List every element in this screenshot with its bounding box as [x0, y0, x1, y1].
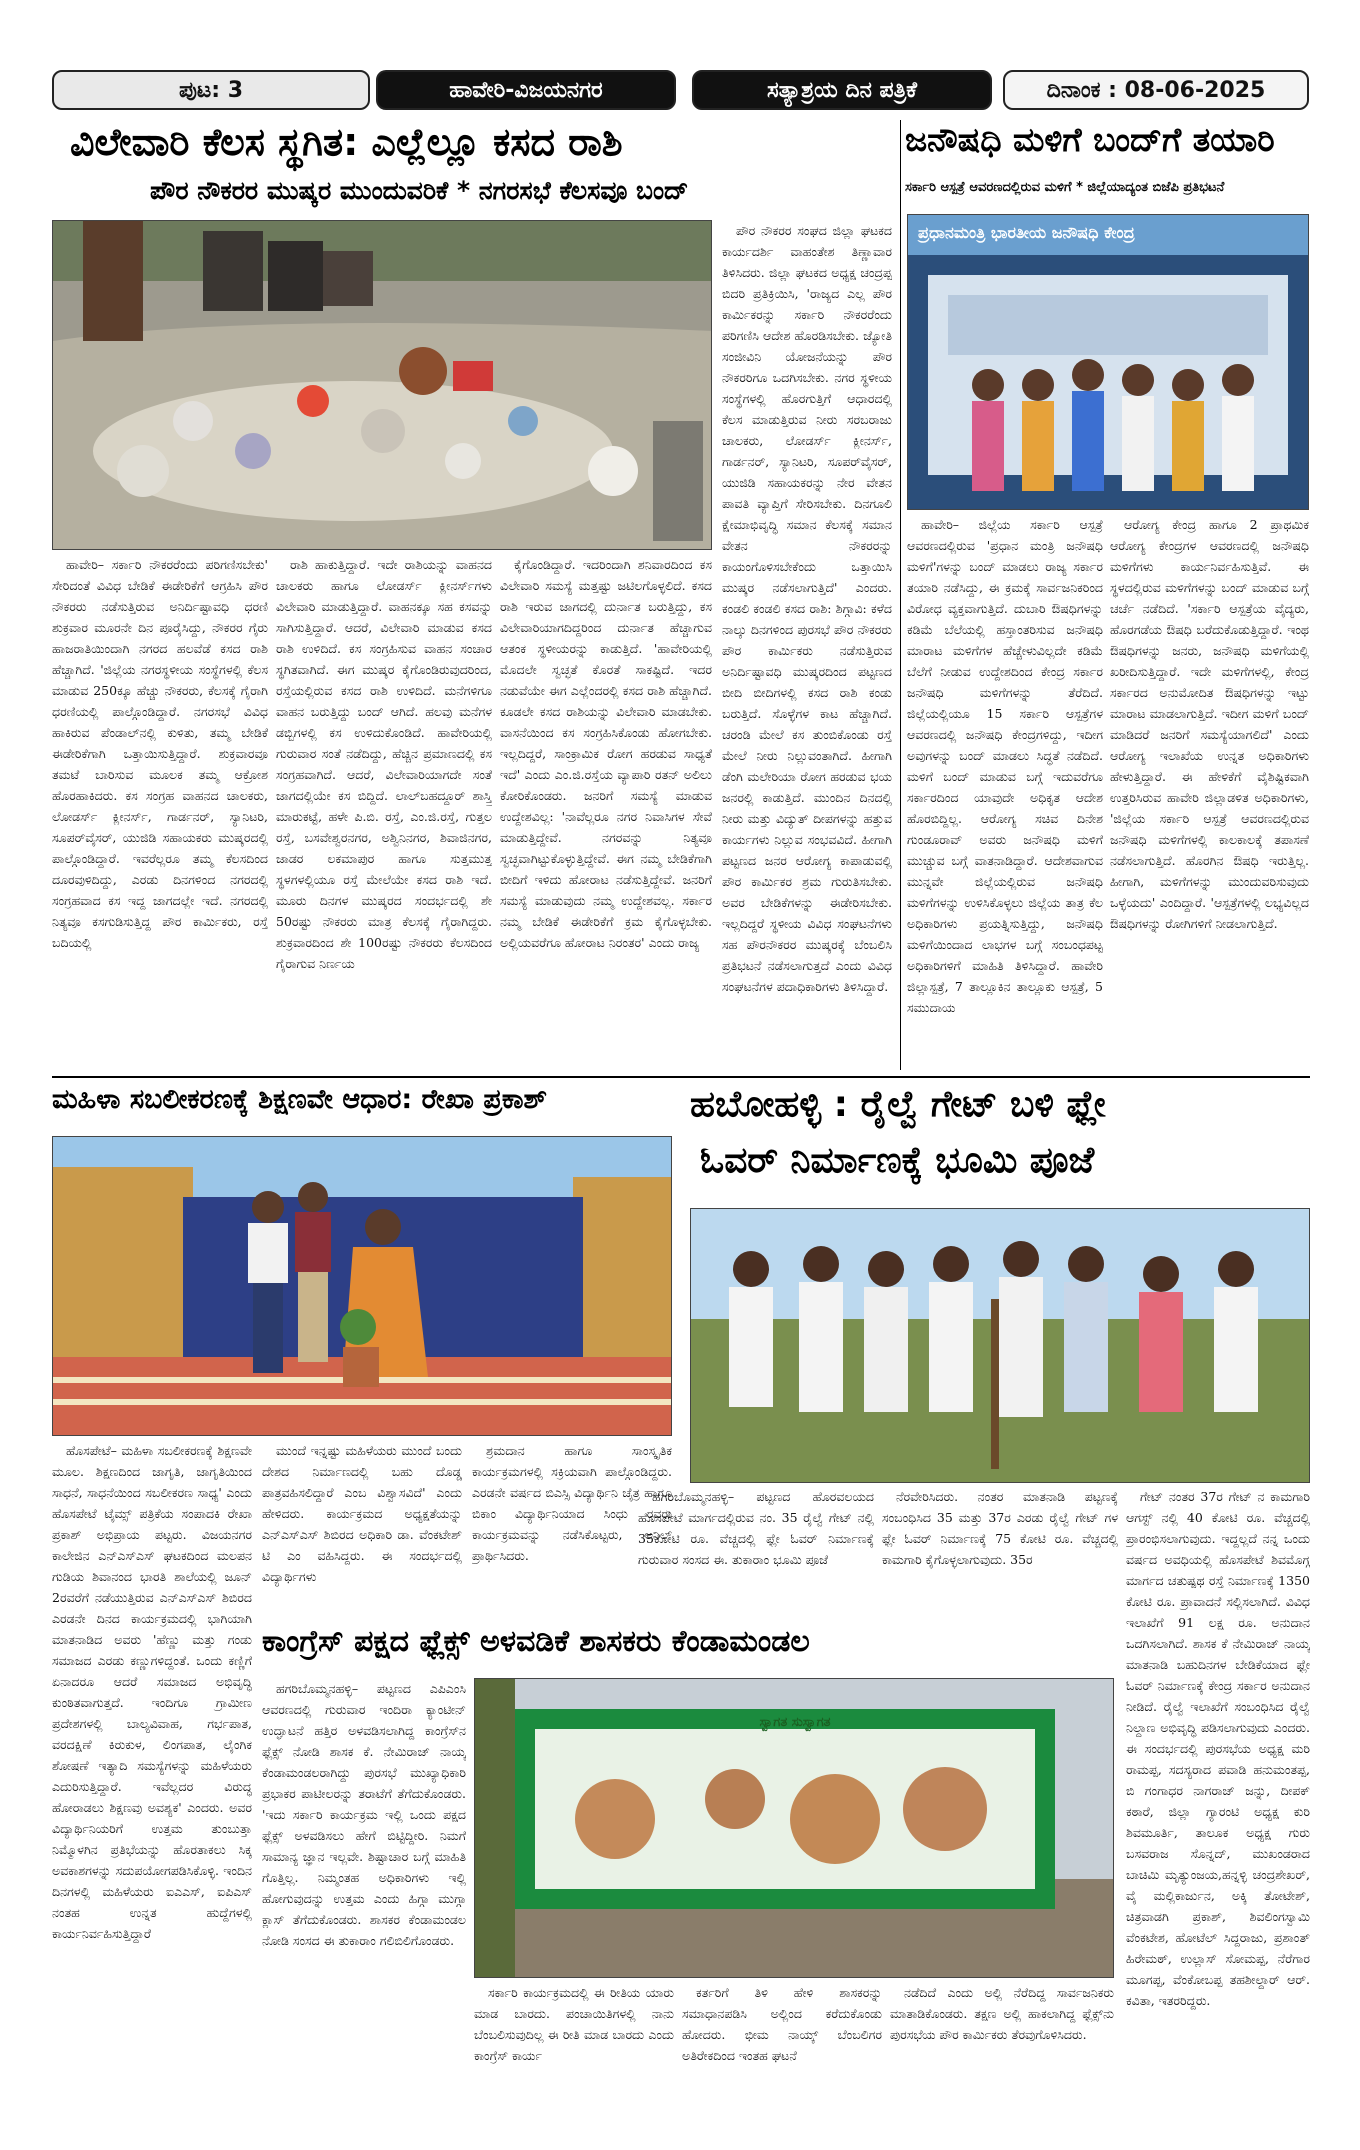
- railway-bhoomi-pooja-photo: [690, 1208, 1310, 1483]
- story4-text-1: ಹಗರಿಬೊಮ್ಮನಹಳ್ಳಿ– ಪಟ್ಟಣದ ಹೊರವಲಯದ ಹೊಸಪೇಟೆ ಮಾರ್ಗದಲ್ಲಿರುವ ನಂ. 35 ರೈಲ್ವೆ ಗೇಟ್ ನಲ್ಲಿ 35ಕೋಟಿ ರೂ. ವೆಚ್ಚದಲ್ಲಿ ಫ್ಲೇ ಓವರ್ ನಿರ್ಮಾಣಕ್ಕೆ ಗುರುವಾರ ಸಂಸದ ಈ. ತುಕಾರಾಂ ಭೂಮಿ ಪೂಜೆ: [638, 1489, 874, 1567]
- story5-column-2: [474, 1982, 674, 2092]
- story4-text-2: ನೆರವೇರಿಸಿದರು. ನಂತರ ಮಾತನಾಡಿ ಪಟ್ಟಣಕ್ಕೆ ಸಂಬಂಧಿಸಿದ 35 ಮತ್ತು 37ರ ಎರಡು ರೈಲ್ವೆ ಗೇಟ್ ಗಳ ಫ್ಲೇ ಓವರ್ ನಿರ್ಮಾಣಕ್ಕೆ 75 ಕೋಟಿ ರೂ. ವೆಚ್ಚದಲ್ಲಿ ಕಾಮಗಾರಿ ಕೈಗೊಳ್ಳಲಾಗುವುದು. 35ರ: [882, 1489, 1118, 1567]
- story2-text-2: ಆರೋಗ್ಯ ಕೇಂದ್ರ ಹಾಗೂ 2 ಪ್ರಾಥಮಿಕ ಆರೋಗ್ಯ ಕೇಂದ್ರಗಳ ಆವರಣದಲ್ಲಿ ಜನೌಷಧಿ ಮಳಿಗೆಗಳು ಕಾರ್ಯನಿರ್ವಹಿಸುತ್ತಿವೆ. ಈ ಸ್ಥಳದಲ್ಲಿರುವ ಮಳಿಗೆಗಳನ್ನು ಬಂದ್ ಮಾಡುವ ಬಗ್ಗೆ ಚರ್ಚೆ ನಡೆದಿದೆ. 'ಸರ್ಕಾರಿ ಆಸ್ಪತ್ರೆಯ ವೈದ್ಯರು, ಹೊರಗಡೆಯ ಔಷಧಿ ಬರೆದುಕೊಡುತ್ತಿದ್ದಾರೆ. ಇಂಥ ಔಷಧಿಗಳನ್ನು ಜನರು, ಜನೌಷಧಿ ಮಳಿಗೆಯಲ್ಲಿ ಖರೀದಿಸುತ್ತಿದ್ದಾರೆ. ಇದೇ ಮಳಿಗೆಗಳಲ್ಲಿ, ಕೇಂದ್ರ ಸರ್ಕಾರದ ಅನುಮೋದಿತ ಔಷಧಿಗಳನ್ನು ಇಟ್ಟು ಮಾರಾಟ ಮಾಡಲಾಗುತ್ತಿದೆ. ಇದೀಗ ಮಳಿಗೆ ಬಂದ್ ಮಾಡಿದರೆ ಜನರಿಗೆ ಸಮಸ್ಯೆಯಾಗಲಿದೆ' ಎಂದು ಆರೋಗ್ಯ ಇಲಾಖೆಯ ಉನ್ನತ ಅಧಿಕಾರಿಗಳು ಹೇಳುತ್ತಿದ್ದಾರೆ. ಈ ಹೇಳಿಕೆಗೆ ವೈಶಿಷ್ಟಿಕವಾಗಿ ಉತ್ತರಿಸಿರುವ ಹಾವೇರಿ ಜಿಲ್ಲಾಡಳಿತ ಅಧಿಕಾರಿಗಳು, 'ಜಿಲ್ಲೆಯ ಸರ್ಕಾರಿ ಆಸ್ಪತ್ರೆ ಆವರಣದಲ್ಲಿರುವ ಜನೌಷಧಿ ಮಳಿಗೆಗಳಲ್ಲಿ ಕಾಲಕಾಲಕ್ಕೆ ತಪಾಸಣೆ ನಡೆಸಲಾಗುತ್ತಿದೆ. ಹೊರಗಿನ ಔಷಧಿ ಇರುತ್ತಿಲ್ಲ. ಹೀಗಾಗಿ, ಮಳಿಗೆಗಳನ್ನು ಮುಂದುವರಿಸುವುದು ಒಳ್ಳೆಯದು' ಎಂದಿದ್ದಾರೆ. 'ಆಸ್ಪತ್ರೆಗಳಲ್ಲಿ ಲಭ್ಯವಿಲ್ಲದ ಔಷಧಿಗಳನ್ನು ರೋಗಿಗಳಿಗೆ ನೀಡಲಾಗುತ್ತಿದೆ.: [1110, 517, 1309, 931]
- story5-text-3: ಕರ್ತರಿಗೆ ತಿಳಿ ಹೇಳಿ ಶಾಸಕರನ್ನು ಸಮಾಧಾನಪಡಿಸಿ ಅಲ್ಲಿಂದ ಕರೆದುಕೊಂಡು ಹೋದರು. ಭೀಮ ನಾಯ್ಕ್ ಬೆಂಬಲಿಗರ ಅತಿರೇಕದಿಂದ ಇಂತಹ ಘಟನೆ: [682, 1985, 882, 2063]
- story1-text-3: ಕೈಗೊಂಡಿದ್ದಾರೆ. ಇದರಿಂದಾಗಿ ಶನಿವಾರದಿಂದ ಕಸ ವಿಲೇವಾರಿ ಸಮಸ್ಯೆ ಮತ್ತಷ್ಟು ಜಟಿಲಗೊಳ್ಳಲಿದೆ. ಕಸದ ರಾಶಿ ಇರುವ ಜಾಗದಲ್ಲಿ ದುರ್ನಾತ ಬರುತ್ತಿದ್ದು, ಕಸ ವಿಲೇವಾರಿಯಾಗದಿದ್ದರಿಂದ ದುರ್ನಾತ ಹೆಚ್ಚಾಗುವ ಆತಂಕ ಸ್ಥಳೀಯರನ್ನು ಕಾಡುತ್ತಿದೆ. 'ಹಾವೇರಿಯಲ್ಲಿ ಮೊದಲೇ ಸ್ವಚ್ಛತೆ ಕೊರತೆ ಸಾಕಷ್ಟಿದೆ. ಇದರ ನಡುವೆಯೇ ಈಗ ಎಲ್ಲೆಂದರಲ್ಲಿ ಕಸದ ರಾಶಿ ಹೆಚ್ಚಾಗಿದೆ. ಕೂಡಲೇ ಕಸದ ರಾಶಿಯನ್ನು ವಿಲೇವಾರಿ ಮಾಡಬೇಕು. ವಾಸನೆಯಿಂದ ಕಸ ಸಂಗ್ರಹಿಸಿಕೊಂಡು ಹೋಗಬೇಕು. ಇಲ್ಲದಿದ್ದರೆ, ಸಾಂಕ್ರಾಮಿಕ ರೋಗ ಹರಡುವ ಸಾಧ್ಯತೆ ಇದೆ' ಎಂದು ಎಂ.ಜಿ.ರಸ್ತೆಯ ವ್ಯಾಪಾರಿ ರತನ್ ಅಲಿಲು ಕೋರಿಕೊಂಡರು. ಜನರಿಗೆ ಸಮಸ್ಯೆ ಮಾಡುವ ಉದ್ದೇಶವಿಲ್ಲ: 'ನಾವೆಲ್ಲರೂ ನಗರ ನಿವಾಸಿಗಳ ಸೇವೆ ಮಾಡುತ್ತಿದ್ದೇವೆ. ನಗರವನ್ನು ನಿತ್ಯವೂ ಸ್ವಚ್ಛವಾಗಿಟ್ಟುಕೊಳ್ಳುತ್ತಿದ್ದೇವೆ. ಈಗ ನಮ್ಮ ಬೇಡಿಕೆಗಾಗಿ ಬೀದಿಗೆ ಇಳಿದು ಹೋರಾಟ ನಡೆಸುತ್ತಿದ್ದೇವೆ. ಜನರಿಗೆ ಸಮಸ್ಯೆ ಮಾಡುವುದು ನಮ್ಮ ಉದ್ದೇಶವಲ್ಲ. ಸರ್ಕಾರ ನಮ್ಮ ಬೇಡಿಕೆ ಈಡೇರಿಕೆಗೆ ಕ್ರಮ ಕೈಗೊಳ್ಳಬೇಕು. ಅಲ್ಲಿಯವರೆಗೂ ಹೋರಾಟ ನಿರಂತರ' ಎಂದು ರಾಜ್ಯ: [500, 557, 712, 950]
- story1-column-4: [722, 220, 892, 1074]
- story5-text-2: ಸರ್ಕಾರಿ ಕಾರ್ಯಕ್ರಮದಲ್ಲಿ ಈ ರೀತಿಯ ಯಾರು ಮಾಡ ಬಾರದು. ಪಂಚಾಯಿತಿಗಳಲ್ಲಿ ನಾನು ಬೆಂಬಲಿಸುವುದಿಲ್ಲ ಈ ರೀತಿ ಮಾಡ ಬಾರದು ಎಂದು ಕಾಂಗ್ರೆಸ್ ಕಾರ್ಯ: [474, 1985, 674, 2063]
- garbage-photo: [52, 220, 712, 550]
- issue-date: ದಿನಾಂಕ : 08-06-2025: [1046, 77, 1266, 103]
- story5-column-1: [262, 1678, 466, 2038]
- paper-name: ಸತ್ಯಾಶ್ರಯ ದಿನ ಪತ್ರಿಕೆ: [767, 77, 917, 103]
- story1-column-2: [276, 554, 492, 1074]
- janaushadhi-sign: ಪ್ರಧಾನಮಂತ್ರಿ ಭಾರತೀಯ ಜನೌಷಧಿ ಕೇಂದ್ರ: [918, 223, 1135, 242]
- story3-column-2: [262, 1440, 462, 1640]
- story4-column-3: [1126, 1486, 1310, 2086]
- congress-flex-photo: [474, 1678, 1114, 1978]
- story3-column-1: [52, 1440, 252, 2040]
- story4-headline-line1: ಹಬೋಹಳ್ಳಿ : ರೈಲ್ವೆ ಗೇಟ್ ಬಳಿ ಫ್ಲೇ: [690, 1084, 1106, 1125]
- story5-text-4: ನಡೆದಿದೆ ಎಂದು ಅಲ್ಲಿ ನೆರೆದಿದ್ದ ಸಾರ್ವಜನಿಕರು ಮಾತಾಡಿಕೊಂಡರು. ತಕ್ಷಣ ಅಲ್ಲಿ ಹಾಕಲಾಗಿದ್ದ ಫ್ಲೆಕ್ಸ್‌ನು ಪುರಸಭೆಯ ಪೌರ ಕಾರ್ಮಿಕರು ತೆರವುಗೊಳಿಸಿದರು.: [890, 1985, 1114, 2042]
- story1-text-4: ಪೌರ ನೌಕರರ ಸಂಘದ ಜಿಲ್ಲಾ ಘಟಕದ ಕಾರ್ಯದರ್ಶಿ ವಾಹಂತೇಶ ತಿಣ್ಣಾವಾರ ತಿಳಿಸಿದರು. ಜಿಲ್ಲಾ ಘಟಕದ ಅಧ್ಯಕ್ಷ ಚಂದ್ರಪ್ಪ ಬಿದರಿ ಪ್ರತಿಕ್ರಿಯಿಸಿ, 'ರಾಜ್ಯದ ಎಲ್ಲ ಪೌರ ಕಾರ್ಮಿಕರನ್ನು ಸರ್ಕಾರಿ ನೌಕರರೆಂದು ಪರಿಗಣಿಸಿ ಆದೇಶ ಹೊರಡಿಸಬೇಕು. ಜ್ಯೋತಿ ಸಂಜೀವಿನಿ ಯೋಜನೆಯನ್ನು ಪೌರ ನೌಕರರಿಗೂ ಒದಗಿಸಬೇಕು. ನಗರ ಸ್ಥಳೀಯ ಸಂಸ್ಥೆಗಳಲ್ಲಿ ಹೊರಗುತ್ತಿಗೆ ಆಧಾರದಲ್ಲಿ ಕೆಲಸ ಮಾಡುತ್ತಿರುವ ನೀರು ಸರಬರಾಜು ಚಾಲಕರು, ಲೋಡರ್ಸ್ ಕ್ಲೀನರ್ಸ್, ಗಾರ್ಡನರ್, ಸ್ಯಾನಿಟರಿ, ಸೂಪರ್‌ವೈಸರ್, ಯುಜಿಡಿ ಸಹಾಯಕರನ್ನು ನೇರ ವೇತನ ಪಾವತಿ ವ್ಯಾಪ್ತಿಗೆ ಸೇರಿಸಬೇಕು. ದಿನಗೂಲಿ ಕ್ಷೇಮಾಭಿವೃದ್ಧಿ ಸಮಾನ ಕೆಲಸಕ್ಕೆ ಸಮಾನ ವೇತನ ನೌಕರರನ್ನು ಕಾಯಂಗೊಳಿಸಬೇಕೆಂದು ಒತ್ತಾಯಿಸಿ ಮುಷ್ಕರ ನಡೆಸಲಾಗುತ್ತಿದೆ' ಎಂದರು. ಕಂಡಲಿ ಕಂಡಲಿ ಕಸದ ರಾಶಿ: ಶಿಗ್ಗಾವಿ: ಕಳೆದ ನಾಲ್ಕು ದಿನಗಳಿಂದ ಪುರಸಭೆ ಪೌರ ನೌಕರರು ಪೌರ ಕಾರ್ಮಿಕರು ನಡೆಸುತ್ತಿರುವ ಅನಿರ್ದಿಷ್ಟಾವಧಿ ಮುಷ್ಕರದಿಂದ ಪಟ್ಟಣದ ಬೀದಿ ಬೀದಿಗಳಲ್ಲಿ ಕಸದ ರಾಶಿ ಕಂಡು ಬರುತ್ತಿದೆ. ಸೊಳ್ಳೆಗಳ ಕಾಟ ಹೆಚ್ಚಾಗಿದೆ. ಚರಂಡಿ ಮೇಲೆ ಕಸ ತುಂಬಿಕೊಂಡು ರಸ್ತೆ ಮೇಲೆ ನೀರು ನಿಲ್ಲುವಂತಾಗಿದೆ. ಹೀಗಾಗಿ ಡೆಂಗಿ ಮಲೇರಿಯಾ ರೋಗ ಹರಡುವ ಭಯ ಜನರಲ್ಲಿ ಕಾಡುತ್ತಿದೆ. ಮುಂದಿನ ದಿನದಲ್ಲಿ ನೀರು ಮತ್ತು ವಿದ್ಯುತ್ ದೀಪಗಳನ್ನು ಹತ್ತುವ ಕಾರ್ಯಗಳು ನಿಲ್ಲುವ ಸಂಭವವಿದೆ. ಹೀಗಾಗಿ ಪಟ್ಟಣದ ಜನರ ಆರೋಗ್ಯ ಕಾಪಾಡುವಲ್ಲಿ ಪೌರ ಕಾರ್ಮಿಕರ ಶ್ರಮ ಗುರುತಿಸಬೇಕು. ಅವರ ಬೇಡಿಕೆಗಳನ್ನು ಈಡೇರಿಸಬೇಕು. ಇಲ್ಲದಿದ್ದರೆ ಸ್ಥಳೀಯ ವಿವಿಧ ಸಂಘಟನೆಗಳು ಸಹ ಪೌರನೌಕರರ ಮುಷ್ಕರಕ್ಕೆ ಬೆಂಬಲಿಸಿ ಪ್ರತಿಭಟನೆ ನಡೆಸಲಾಗುತ್ತದೆ ಎಂದು ವಿವಿಧ ಸಂಘಟನೆಗಳ ಪದಾಧಿಕಾರಿಗಳು ತಿಳಿಸಿದ್ದಾರೆ.: [722, 223, 892, 994]
- edition-name: ಹಾವೇರಿ-ವಿಜಯನಗರ: [449, 77, 603, 103]
- page-number: ಪುಟ: 3: [178, 77, 244, 103]
- page-number-box: [52, 70, 370, 110]
- story5-column-4: [890, 1982, 1114, 2092]
- women-event-photo: [52, 1136, 672, 1436]
- story3-text-1: ಹೊಸಪೇಟೆ– ಮಹಿಳಾ ಸಬಲೀಕರಣಕ್ಕೆ ಶಿಕ್ಷಣವೇ ಮೂಲ. ಶಿಕ್ಷಣದಿಂದ ಜಾಗೃತಿ, ಜಾಗೃತಿಯಿಂದ ಸಾಧನೆ, ಸಾಧನೆಯಿಂದ ಸಬಲೀಕರಣ ಸಾಧ್ಯ' ಎಂದು ಹೊಸಪೇಟೆ ಟೈಮ್ಸ್ ಪತ್ರಿಕೆಯ ಸಂಪಾದಕಿ ರೇಖಾ ಪ್ರಕಾಶ್ ಅಭಿಪ್ರಾಯ ಪಟ್ಟರು. ವಿಜಯನಗರ ಕಾಲೇಜಿನ ಎನ್ಎಸ್ಎಸ್ ಘಟಕದಿಂದ ಮಲಪನ ಗುಡಿಯ ಶಿವಾನಂದ ಭಾರತಿ ಶಾಲೆಯಲ್ಲಿ ಜೂನ್ 2ರವರೆಗೆ ನಡೆಯುತ್ತಿರುವ ಎನ್ಎಸ್ಎಸ್ ಶಿಬಿರದ ಎರಡನೇ ದಿನದ ಕಾರ್ಯಕ್ರಮದಲ್ಲಿ ಭಾಗಿಯಾಗಿ ಮಾತನಾಡಿದ ಅವರು 'ಹೆಣ್ಣು ಮತ್ತು ಗಂಡು ಸಮಾಜದ ಎರಡು ಕಣ್ಣುಗಳಿದ್ದಂತೆ. ಒಂದು ಕಣ್ಣಿಗೆ ಏನಾದರೂ ಆದರೆ ಸಮಾಜದ ಅಭಿವೃದ್ಧಿ ಕುಂಠಿತವಾಗುತ್ತದೆ. ಇಂದಿಗೂ ಗ್ರಾಮೀಣ ಪ್ರದೇಶಗಳಲ್ಲಿ ಬಾಲ್ಯವಿವಾಹ, ಗರ್ಭಪಾತ, ವರದಕ್ಷಿಣೆ ಕಿರುಕುಳ, ಲಿಂಗಪಾತ, ಲೈಂಗಿಕ ಶೋಷಣೆ ಇತ್ಯಾದಿ ಸಮಸ್ಯೆಗಳನ್ನು ಮಹಿಳೆಯರು ಎದುರಿಸುತ್ತಿದ್ದಾರೆ. ಇವೆಲ್ಲದರ ವಿರುದ್ಧ ಹೋರಾಡಲು ಶಿಕ್ಷಣವು ಅವಶ್ಯಕ' ಎಂದರು. ಅವರ ವಿದ್ಯಾರ್ಥಿನಿಯರಿಗೆ ಉತ್ತಮ ತುಂಬುತ್ತಾ ನಿಮ್ಮೊಳಗಿನ ಪ್ರತಿಭೆಯನ್ನು ಹೊರತಾಕಲು ಸಿಕ್ಕ ಅವಕಾಶಗಳನ್ನು ಸದುಪಯೋಗಪಡಿಸಿಕೊಳ್ಳಿ. ಇಂದಿನ ದಿನಗಳಲ್ಲಿ ಮಹಿಳೆಯರು ಐಎಎಸ್, ಐಪಿಎಸ್ ನಂತಹ ಉನ್ನತ ಹುದ್ದೆಗಳಲ್ಲಿ ಕಾರ್ಯನಿರ್ವಹಿಸುತ್ತಿದ್ದಾರೆ: [52, 1443, 252, 1941]
- story2-column-1: [907, 514, 1103, 1070]
- story3-text-2: ಮುಂದೆ ಇನ್ನಷ್ಟು ಮಹಿಳೆಯರು ಮುಂದೆ ಬಂದು ದೇಶದ ನಿರ್ಮಾಣದಲ್ಲಿ ಬಹು ದೊಡ್ಡ ಪಾತ್ರವಹಿಸಲಿದ್ದಾರೆ ಎಂಬ ವಿಶ್ವಾಸವಿದೆ' ಎಂದು ಹೇಳಿದರು. ಕಾರ್ಯಕ್ರಮದ ಅಧ್ಯಕ್ಷತೆಯನ್ನು ಎನ್ಎಸ್ಎಸ್ ಶಿಬಿರದ ಅಧಿಕಾರಿ ಡಾ. ವೆಂಕಟೇಶ್ ಟಿ ಎಂ ವಹಿಸಿದ್ದರು. ಈ ಸಂದರ್ಭದಲ್ಲಿ ವಿದ್ಯಾರ್ಥಿಗಳು: [262, 1443, 462, 1584]
- column-divider: [900, 120, 901, 1070]
- paper-name-box: [692, 70, 992, 110]
- date-box: [1003, 70, 1309, 110]
- flex-banner-text: ಸ್ವಾಗತ ಸುಸ್ವಾಗತ: [759, 1715, 831, 1730]
- story1-column-1: [52, 554, 268, 1074]
- story2-column-2: [1110, 514, 1309, 1070]
- story4-column-2: [882, 1486, 1118, 1616]
- janaushadhi-photo: [907, 214, 1309, 510]
- story1-column-3: [500, 554, 712, 1074]
- story1-headline: ವಿಲೇವಾರಿ ಕೆಲಸ ಸ್ಥಗಿತ: ಎಲ್ಲೆಲ್ಲೂ ಕಸದ ರಾಶಿ: [70, 120, 623, 164]
- section-divider: [52, 1076, 1310, 1078]
- story5-text-1: ಹಗರಿಬೊಮ್ಮನಹಳ್ಳಿ– ಪಟ್ಟಣದ ಎಪಿಎಂಸಿ ಆವರಣದಲ್ಲಿ ಗುರುವಾರ ಇಂದಿರಾ ಕ್ಯಾಂಟೀನ್ ಉದ್ಘಾಟನೆ ಹತ್ತಿರ ಅಳವಡಿಸಲಾಗಿದ್ದ ಕಾಂಗ್ರೆಸ್‌ನ ಫ್ಲೆಕ್ಸ್ ನೋಡಿ ಶಾಸಕ ಕೆ. ನೇಮಿರಾಜ್ ನಾಯ್ಕ ಕೆಂಡಾಮಂಡಲರಾಗಿದ್ದು ಪುರಸಭೆ ಮುಖ್ಯಾಧಿಕಾರಿ ಪ್ರಭಾಕರ ಪಾಟೀಲರನ್ನು ತರಾಟೆಗೆ ತೆಗೆದುಕೊಂಡರು. 'ಇದು ಸರ್ಕಾರಿ ಕಾರ್ಯಕ್ರಮ ಇಲ್ಲಿ ಒಂದು ಪಕ್ಷದ ಫ್ಲೆಕ್ಸ್ ಅಳವಡಿಸಲು ಹೇಗೆ ಬಿಟ್ಟಿದ್ದೀರಿ. ನಿಮಗೆ ಸಾಮಾನ್ಯ ಜ್ಞಾನ ಇಲ್ಲವೇ. ಶಿಷ್ಟಾಚಾರ ಬಗ್ಗೆ ಮಾಹಿತಿ ಗೊತ್ತಿಲ್ಲ. ನಿಮ್ಮಂತಹ ಅಧಿಕಾರಿಗಳು ಇಲ್ಲಿ ಹೋಗುವುದನ್ನು ಉತ್ತಮ ಎಂದು ಹಿಗ್ಗಾ ಮುಗ್ಗಾ ಕ್ಲಾಸ್ ತೆಗೆದುಕೊಂಡರು. ಶಾಸಕರ ಕೆಂಡಾಮಂಡಲ ನೋಡಿ ಸಂಸದ ಈ ತುಕಾರಾಂ ಗಲಿಬಿಲಿಗೊಂಡರು.: [262, 1681, 466, 1948]
- story2-text-1: ಹಾವೇರಿ– ಜಿಲ್ಲೆಯ ಸರ್ಕಾರಿ ಆಸ್ಪತ್ರೆ ಆವರಣದಲ್ಲಿರುವ 'ಪ್ರಧಾನ ಮಂತ್ರಿ ಜನೌಷಧಿ ಮಳಿಗೆ'ಗಳನ್ನು ಬಂದ್ ಮಾಡಲು ರಾಜ್ಯ ಸರ್ಕಾರ ತಯಾರಿ ನಡೆಸಿದ್ದು, ಈ ಕ್ರಮಕ್ಕೆ ಸಾರ್ವಜನಿಕರಿಂದ ವಿರೋಧ ವ್ಯಕ್ತವಾಗುತ್ತಿದೆ. ದುಬಾರಿ ಔಷಧಿಗಳನ್ನು ಕಡಿಮೆ ಬೆಲೆಯಲ್ಲಿ ಹಸ್ತಾಂತರಿಸುವ ಜನೌಷಧಿ ಮಾರಾಟ ಮಳಿಗೆಗಳ ಹೆಚ್ಚೇಳುವಿಲ್ಲದೇ ಕಡಿಮೆ ಬೆಲೆಗೆ ನೀಡುವ ಉದ್ದೇಶದಿಂದ ಕೇಂದ್ರ ಸರ್ಕಾರ ಜನೌಷಧಿ ಮಳಿಗೆಗಳನ್ನು ತೆರೆದಿದೆ. ಜಿಲ್ಲೆಯಲ್ಲಿಯೂ 15 ಸರ್ಕಾರಿ ಆಸ್ಪತ್ರೆಗಳ ಆವರಣದಲ್ಲಿ ಜನೌಷಧಿ ಕೇಂದ್ರಗಳಿದ್ದು, ಇದೀಗ ಅವುಗಳನ್ನು ಬಂದ್ ಮಾಡಲು ಸಿದ್ಧತೆ ನಡೆದಿದೆ. ಮಳಿಗೆ ಬಂದ್ ಮಾಡುವ ಬಗ್ಗೆ ಇದುವರೆಗೂ ಸರ್ಕಾರದಿಂದ ಯಾವುದೇ ಅಧಿಕೃತ ಆದೇಶ ಹೊರಬಿದ್ದಿಲ್ಲ. ಆರೋಗ್ಯ ಸಚಿವ ದಿನೇಶ ಗುಂಡೂರಾವ್ ಅವರು ಜನೌಷಧಿ ಮಳಿಗೆ ಮುಚ್ಚುವ ಬಗ್ಗೆ ವಾತನಾಡಿದ್ದಾರೆ. ಆದೇಶವಾಗುವ ಮುನ್ನವೇ ಜಿಲ್ಲೆಯಲ್ಲಿರುವ ಜನೌಷಧಿ ಮಳಿಗೆಗಳನ್ನು ಉಳಿಸಿಕೊಳ್ಳಲು ಜಿಲ್ಲೆಯ ತಾತ್ರ ಕೆಲ ಅಧಿಕಾರಿಗಳು ಪ್ರಯತ್ನಿಸುತ್ತಿದ್ದು, ಜನೌಷಧಿ ಮಳಿಗೆಯಿಂದಾದ ಲಾಭಗಳ ಬಗ್ಗೆ ಸಂಬಂಧಪಟ್ಟ ಅಧಿಕಾರಿಗಳಿಗೆ ಮಾಹಿತಿ ತಿಳಿಸಿದ್ದಾರೆ. ಹಾವೇರಿ ಜಿಲ್ಲಾಸ್ಪತ್ರೆ, 7 ತಾಲ್ಲೂಕಿನ ತಾಲ್ಲೂಕು ಆಸ್ಪತ್ರೆ, 5 ಸಮುದಾಯ: [907, 517, 1103, 1015]
- story1-text-1: ಹಾವೇರಿ– ಸರ್ಕಾರಿ ನೌಕರರೆಂದು ಪರಿಗಣಿಸಬೇಕು' ಸೇರಿದಂತೆ ವಿವಿಧ ಬೇಡಿಕೆ ಈಡೇರಿಕೆಗೆ ಆಗ್ರಹಿಸಿ ಪೌರ ನೌಕರರು ನಡೆಸುತ್ತಿರುವ ಅನಿರ್ದಿಷ್ಟಾವಧಿ ಧರಣಿ ಶುಕ್ರವಾರ ಮೂರನೇ ದಿನ ಪೂರೈಸಿದ್ದು, ನೌಕರರ ಗೈರು ಹಾಜರಾತಿಯಿಂದಾಗಿ ನಗರದ ಹಲವೆಡೆ ಕಸದ ರಾಶಿ ಹೆಚ್ಚಾಗಿದೆ. 'ಜಿಲ್ಲೆಯ ನಗರಸ್ಥಳೀಯ ಸಂಸ್ಥೆಗಳಲ್ಲಿ ಕೆಲಸ ಮಾಡುವ 250ಕ್ಕೂ ಹೆಚ್ಚು ನೌಕರರು, ಕೆಲಸಕ್ಕೆ ಗೈರಾಗಿ ಧರಣಿಯಲ್ಲಿ ಪಾಲ್ಗೊಂಡಿದ್ದಾರೆ. ನಗರಸಭೆ ವಿವಿಧ ಹಾಕಿರುವ ಪೆಂಡಾಲ್‌ನಲ್ಲಿ ಕುಳಿತು, ತಮ್ಮ ಬೇಡಿಕೆ ಈಡೇರಿಕೆಗಾಗಿ ಒತ್ತಾಯಿಸುತ್ತಿದ್ದಾರೆ. ಶುಕ್ರವಾರವೂ ತಮಟೆ ಬಾರಿಸುವ ಮೂಲಕ ತಮ್ಮ ಆಕ್ರೋಶ ಹೊರಹಾಕಿದರು. ಕಸ ಸಂಗ್ರಹ ವಾಹನದ ಚಾಲಕರು, ಲೋಡರ್ಸ್ ಕ್ಲೀನರ್ಸ್, ಗಾರ್ಡನರ್, ಸ್ಯಾನಿಟರಿ, ಸೂಪರ್‌ವೈಸರ್, ಯುಜಿಡಿ ಸಹಾಯಕರು ಮುಷ್ಕರದಲ್ಲಿ ಪಾಲ್ಗೊಂಡಿದ್ದಾರೆ. ಇವರೆಲ್ಲರೂ ತಮ್ಮ ಕೆಲಸದಿಂದ ದೂರವುಳಿದಿದ್ದು, ಎರಡು ದಿನಗಳಿಂದ ನಗರದಲ್ಲಿ ಸಂಗ್ರಹವಾದ ಕಸ ಇದ್ದ ಜಾಗದಲ್ಲೇ ಇದೆ. ನಗರದಲ್ಲಿ ನಿತ್ಯವೂ ಕಸಗುಡಿಸುತ್ತಿದ್ದ ಪೌರ ಕಾರ್ಮಿಕರು, ರಸ್ತೆ ಬದಿಯಲ್ಲಿ: [52, 557, 268, 950]
- story1-text-2: ರಾಶಿ ಹಾಕುತ್ತಿದ್ದಾರೆ. ಇದೇ ರಾಶಿಯನ್ನು ವಾಹನದ ಚಾಲಕರು ಹಾಗೂ ಲೋಡರ್ಸ್ ಕ್ಲೀನರ್ಸ್‌ಗಳು ವಿಲೇವಾರಿ ಮಾಡುತ್ತಿದ್ದಾರೆ. ವಾಹನಕ್ಕೂ ಸಹ ಕಸವನ್ನು ಸಾಗಿಸುತ್ತಿದ್ದಾರೆ. ಆದರೆ, ವಿಲೇವಾರಿ ಮಾಡುವ ಕಸದ ರಾಶಿ ಉಳಿದಿದೆ. ಕಸ ಸಂಗ್ರಹಿಸುವ ವಾಹನ ಸಂಚಾರ ಸ್ಥಗಿತವಾಗಿದೆ. ಈಗ ಮುಷ್ಕರ ಕೈಗೊಂಡಿರುವುದರಿಂದ, ರಸ್ತೆಯಲ್ಲಿರುವ ಕಸದ ರಾಶಿ ಉಳಿದಿದೆ. ಮನೆಗಳಿಗೂ ವಾಹನ ಬರುತ್ತಿದ್ದು ಬಂದ್ ಆಗಿದೆ. ಹಲವು ಮನೆಗಳ ಡಬ್ಬಿಗಳಲ್ಲಿ ಕಸ ಉಳಿದುಕೊಂಡಿದೆ. ಹಾವೇರಿಯಲ್ಲಿ ಗುರುವಾರ ಸಂತೆ ನಡೆದಿದ್ದು, ಹೆಚ್ಚಿನ ಪ್ರಮಾಣದಲ್ಲಿ ಕಸ ಸಂಗ್ರಹವಾಗಿದೆ. ಆದರೆ, ವಿಲೇವಾರಿಯಾಗದೇ ಸಂತೆ ಜಾಗದಲ್ಲಿಯೇ ಕಸ ಬಿದ್ದಿದೆ. ಲಾಲ್‌ಬಹದ್ದೂರ್ ಶಾಸ್ತ್ರಿ ಮಾರುಕಟ್ಟೆ, ಹಳೇ ಪಿ.ಬಿ. ರಸ್ತೆ, ಎಂ.ಜಿ.ರಸ್ತೆ, ಗುತ್ತಲ ರಸ್ತೆ, ಬಸವೇಶ್ವರನಗರ, ಅಶ್ವಿನಿನಗರ, ಶಿವಾಜಿನಗರ, ಜಾಡರ ಲಕಮಾಪುರ ಹಾಗೂ ಸುತ್ತಮುತ್ತ ಸ್ಥಳಗಳಲ್ಲಿಯೂ ರಸ್ತೆ ಮೇಲೆಯೇ ಕಸದ ರಾಶಿ ಇದೆ. ಮೂರು ದಿನಗಳ ಮುಷ್ಕರದ ಸಂದರ್ಭದಲ್ಲಿ ಶೇ 50ರಷ್ಟು ನೌಕರರು ಮಾತ್ರ ಕೆಲಸಕ್ಕೆ ಗೈರಾಗಿದ್ದರು. ಶುಕ್ರವಾರದಿಂದ ಶೇ 100ರಷ್ಟು ನೌಕರರು ಕೆಲಸದಿಂದ ಗೈರಾಗುವ ನಿರ್ಣಯ: [276, 557, 492, 971]
- story4-headline-line2: ಓವರ್ ನಿರ್ಮಾಣಕ್ಕೆ ಭೂಮಿ ಪೂಜೆ: [700, 1140, 1095, 1181]
- edition-box: [376, 70, 676, 110]
- story2-headline: ಜನೌಷಧಿ ಮಳಿಗೆ ಬಂದ್‌ಗೆ ತಯಾರಿ: [905, 120, 1275, 159]
- story5-column-3: [682, 1982, 882, 2092]
- story5-headline: ಕಾಂಗ್ರೆಸ್ ಪಕ್ಷದ ಫ್ಲೆಕ್ಸ್ ಅಳವಡಿಕೆ ಶಾಸಕರು ಕೆಂಡಾಮಂಡಲ: [262, 1624, 810, 1659]
- story1-subhead: ಪೌರ ನೌಕರರ ಮುಷ್ಕರ ಮುಂದುವರಿಕೆ * ನಗರಸಭೆ ಕೆಲಸವೂ ಬಂದ್: [150, 176, 689, 205]
- story4-text-3: ಗೇಟ್ ನಂತರ 37ರ ಗೇಟ್ ನ ಕಾಮಗಾರಿ ಆಗಸ್ಟ್ ನಲ್ಲಿ 40 ಕೋಟಿ ರೂ. ವೆಚ್ಚದಲ್ಲಿ ಪ್ರಾರಂಭಿಸಲಾಗುವುದು. ಇದ್ದಲ್ಲದೆ ನನ್ನ ಒಂದು ವರ್ಷದ ಅವಧಿಯಲ್ಲಿ ಹೊಸಪೇಟೆ ಶಿವಮೊಗ್ಗ ಮಾರ್ಗದ ಚತುಷ್ಪಥ ರಸ್ತೆ ನಿರ್ಮಾಣಕ್ಕೆ 1350 ಕೋಟಿ ರೂ. ಪ್ರಾವಾದನೆ ಸಲ್ಲಿಸಲಾಗಿದೆ. ವಿವಿಧ ಇಲಾಖೆಗೆ 91 ಲಕ್ಷ ರೂ. ಅನುದಾನ ಒದಗಿಸಲಾಗಿದೆ. ಶಾಸಕ ಕೆ ನೇಮಿರಾಜ್ ನಾಯ್ಕ ಮಾತನಾಡಿ ಬಹುದಿನಗಳ ಬೇಡಿಕೆಯಾದ ಫ್ಲೇ ಓವರ್ ನಿರ್ಮಾಣಕ್ಕೆ ಕೇಂದ್ರ ಸರ್ಕಾರ ಅನುದಾನ ನೀಡಿದೆ. ರೈಲ್ವೆ ಇಲಾಖೆಗೆ ಸಂಬಂಧಿಸಿದ ರೈಲ್ವೆ ನಿಲ್ದಾಣ ಅಭಿವೃದ್ಧಿ ಪಡಿಸಲಾಗುವುದು ಎಂದರು. ಈ ಸಂದರ್ಭದಲ್ಲಿ ಪುರಸಭೆಯ ಅಧ್ಯಕ್ಷ ಮರಿ ರಾಮಪ್ಪ, ಸದಸ್ಯರಾದ ಪವಾಡಿ ಹನುಮಂತಪ್ಪ, ಬಿ ಗಂಗಾಧರ ನಾಗರಾಜ್ ಜನ್ನು, ದೀಪಕ್ ಕಠಾರೆ, ಜಿಲ್ಲಾ ಗ್ಯಾರಂಟಿ ಅಧ್ಯಕ್ಷ ಕುರಿ ಶಿವಮೂರ್ತಿ, ತಾಲೂಕ ಅಧ್ಯಕ್ಷ ಗುರು ಬಸವರಾಜ ಸೊನ್ನದ್, ಮುಖಂಡರಾದ ಬಾಚಿಮಿ ಮೃತ್ಯುಂಜಯ,ಹನ್ನಳ್ಳಿ ಚಂದ್ರಶೇಖರ್, ವೈ ಮಲ್ಲಿಕಾರ್ಜುನ, ಅಕ್ಕಿ ತೋಟೇಶ್, ಚಿತ್ರವಾಡಗಿ ಪ್ರಕಾಶ್, ಶಿವಲಿಂಗಸ್ವಾಮಿ ವೆಂಕಟೇಶ, ಹೋಟೆಲ್ ಸಿದ್ದರಾಜು, ಪ್ರಶಾಂತ್ ಹಿರೇಮಠ್, ಉಲ್ಲಾಸ್ ಸೋಮಪ್ಪ, ನೆರೆಗಾರ ಮೂಗಪ್ಪ, ವೆಂಕೋಬಪ್ಪ ತಹಶೀಲ್ದಾರ್ ಆರ್. ಕವಿತಾ, ಇತರರಿದ್ದರು.: [1126, 1489, 1310, 2008]
- story3-text-3: ಶ್ರಮದಾನ ಹಾಗೂ ಸಾಂಸ್ಕೃತಿಕ ಕಾರ್ಯಕ್ರಮಗಳಲ್ಲಿ ಸಕ್ರಿಯವಾಗಿ ಪಾಲ್ಗೊಂಡಿದ್ದರು. ಎರಡನೇ ವರ್ಷದ ಬಿಎಸ್ಸಿ ವಿದ್ಯಾರ್ಥಿನಿ ಚೈತ್ರ ಹಾಗೂ ಬಿಕಾಂ ವಿದ್ಯಾರ್ಥಿನಿಯಾದ ಸಿಂಧು ರವರು ಕಾರ್ಯಕ್ರಮವನ್ನು ನಡೆಸಿಕೊಟ್ಟರು, ಅನಿಲ್ ಪ್ರಾರ್ಥಿಸಿದರು.: [472, 1443, 672, 1563]
- story2-subhead: ಸರ್ಕಾರಿ ಆಸ್ಪತ್ರೆ ಆವರಣದಲ್ಲಿರುವ ಮಳಿಗೆ * ಜಿಲ್ಲೆಯಾದ್ಯಂತ ಬಿಜೆಪಿ ಪ್ರತಿಭಟನೆ: [905, 180, 1225, 195]
- story4-column-1: [638, 1486, 874, 1616]
- story3-headline: ಮಹಿಳಾ ಸಬಲೀಕರಣಕ್ಕೆ ಶಿಕ್ಷಣವೇ ಆಧಾರ: ರೇಖಾ ಪ್ರಕಾಶ್: [52, 1084, 548, 1115]
